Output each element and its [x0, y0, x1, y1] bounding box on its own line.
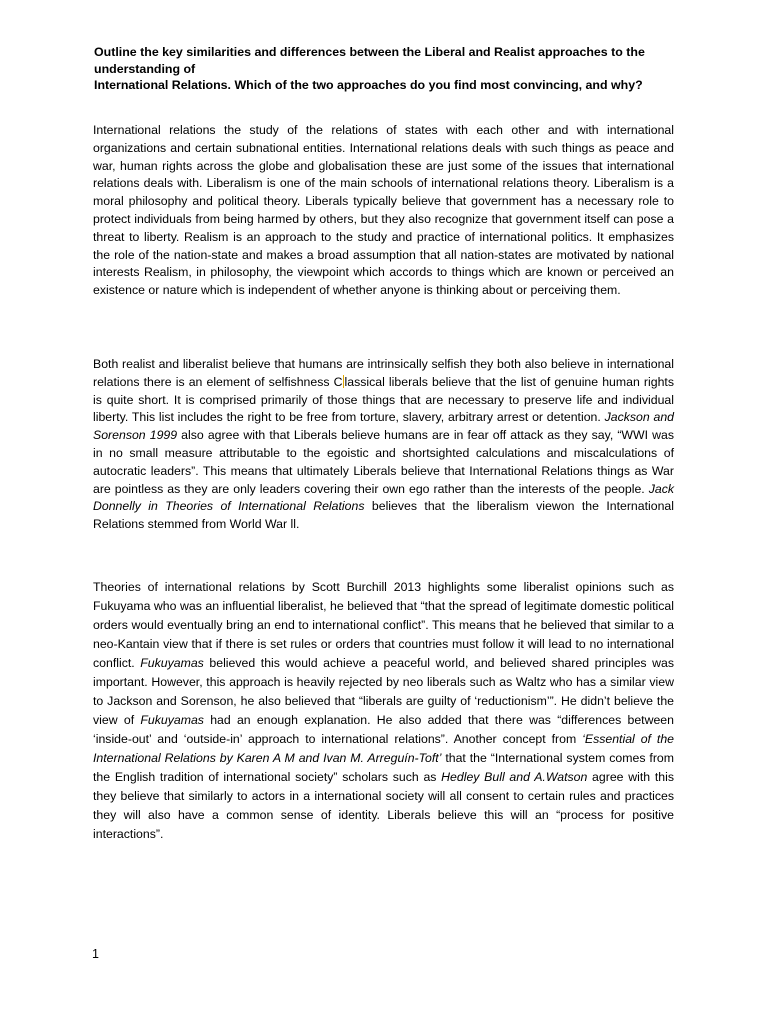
paragraph-text: agree with this they believe that similarly to actors in a international society will all consent to certain rules and practices they will also have a common sense of identity. Liberals believe this will an “process for positive interactions”. — [93, 770, 674, 841]
question-line: Outline the key similarities and differences between the Liberal and Realist approaches to the — [94, 45, 645, 59]
paragraph-theories — [93, 578, 674, 844]
citation: Fukuyamas — [140, 656, 204, 670]
citation: ‘Essential of the International Relations by Karen A M and Ivan M. Arreguín-Toft’ — [93, 732, 674, 765]
essay-question — [94, 44, 694, 94]
page-number: 1 — [92, 947, 99, 961]
paragraph-liberal-views — [93, 356, 674, 534]
question-line: understanding of — [94, 61, 196, 76]
paragraph-text: had an enough explanation. He also added that there was “differences between ‘inside-out’ and ‘outside-in’ approach to international relations”. Another concept from — [93, 713, 674, 746]
paragraph-text: lassical liberals believe that the list of genuine human rights is quite short. It is comprised primarily of those things that are necessary to preserve life and individual liberty. This list includes the right to be free from torture, slavery, arbitrary arrest or detention. — [93, 374, 674, 425]
question-line: International Relations. Which of the two approaches do you find most convincing, and why? — [94, 78, 643, 93]
paragraph-text: also agree with that Liberals believe humans are in fear off attack as they say, “WWI was in no small measure attributable to the egoistic and shortsighted calculations and miscalculations of autocratic leaders”. This means that ultimately Liberals believe that International Relations things as War are pointless as they are only leaders covering their own ego rather than the interests of the people. — [93, 428, 674, 496]
paragraph-introduction: International relations the study of the relations of states with each other and with international organizations and certain subnational entities. International relations deals with such things as peace and war, human rights across the globe and globalisation these are just some of the issues that international relations deals with. Liberalism is one of the main schools of international relations theory. Liberalism is a moral philosophy and political theory. Liberals typically believe that government has a necessary role to protect individuals from being harmed by others, but they also recognize that government itself can pose a threat to liberty. Realism is an approach to the study and practice of international politics. It emphasizes the role of the nation-state and makes a broad assumption that all nation-states are motivated by national interests Realism, in philosophy, the viewpoint which accords to things which are known or perceived an existence or nature which is independent of whether anyone is thinking about or perceiving them. — [93, 123, 674, 298]
paragraph-text: that the “International system comes from the English tradition of international society” scholars such as — [93, 751, 674, 784]
citation: Hedley Bull and A.Watson — [441, 770, 588, 784]
citation: Jack Donnelly in Theories of International Relations — [93, 481, 674, 514]
citation: Fukuyamas — [140, 713, 204, 727]
paragraph-text: believed this would achieve a peaceful world, and believed shared principles was important. However, this approach is heavily rejected by neo liberals such as Waltz who has a similar view to Jackson and Sorenson, he also believed that “liberals are guilty of ‘reductionism’”. He didn’t believe the view of — [93, 656, 674, 727]
paragraph-text: believes that the liberalism viewon the International Relations stemmed from World War ll. — [93, 499, 675, 532]
paragraph-text: Theories of international relations by Scott Burchill 2013 highlights some liberalist opinions such as Fukuyama who was an influential liberalist, he believed that “that the spread of legitimate domestic political orders would eventually bring an end to international conflict”. This means that he believed that similar to a neo-Kantain view that if there is set rules or orders that countries must follow it will lead to no international conflict. — [93, 580, 674, 670]
citation: Jackson and Sorenson 1999 — [93, 410, 675, 443]
paragraph-text: Both realist and liberalist believe that humans are intrinsically selfish they both also believe in international relations there is an element of selfishness C — [93, 357, 674, 389]
